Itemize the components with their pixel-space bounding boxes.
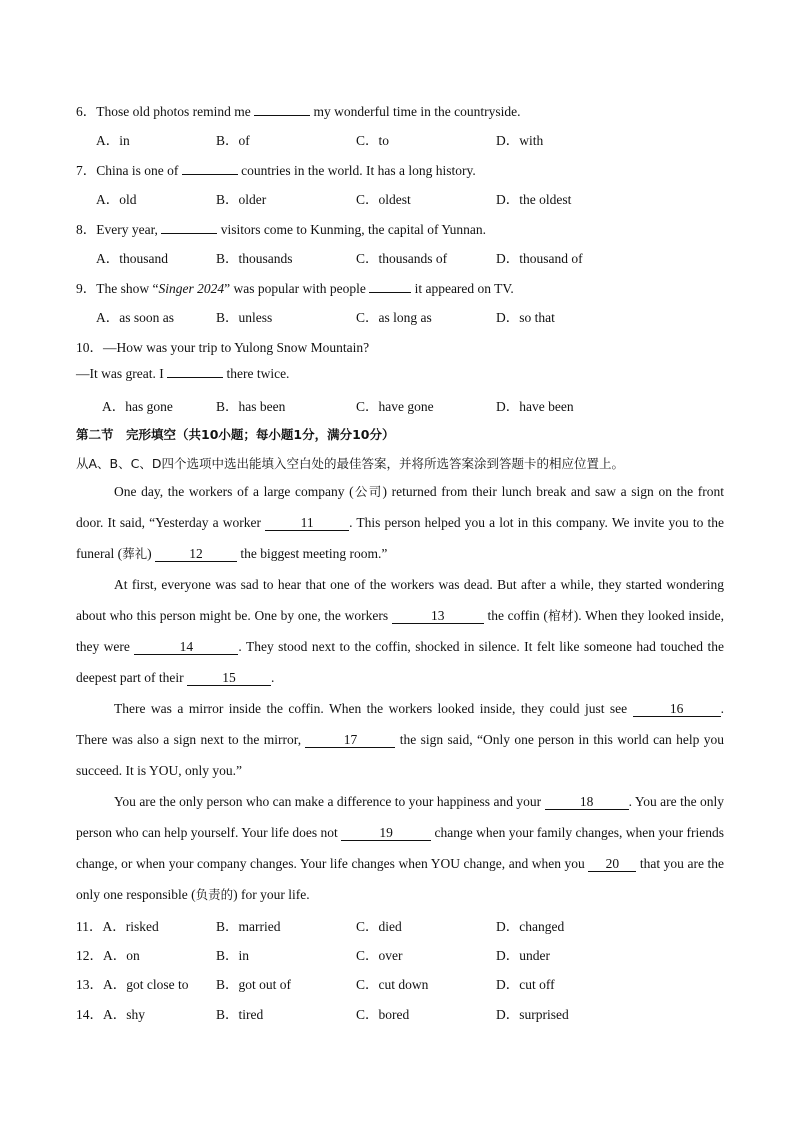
cloze-blank-12: 12: [155, 546, 237, 562]
paragraph-1: One day, the workers of a large company (公司) returned from their lunch break and saw a sign on the front door. It said, “Yesterday a worker 11 . This person helped you a lot in this company. We invite you to the funeral (葬礼) 12 the biggest meeting room.”: [76, 484, 724, 561]
cloze-blank-16: 16: [633, 701, 721, 717]
option-a: A．thousand: [96, 251, 168, 266]
option-d: D．the oldest: [496, 192, 572, 207]
cloze-blank-18: 18: [545, 794, 629, 810]
cloze-blank-17: 17: [305, 732, 395, 748]
cloze-12-options: 12．A．on: [76, 948, 140, 963]
option-c: C．oldest: [356, 192, 411, 207]
answer-blank: [369, 292, 411, 293]
answer-blank: [182, 174, 238, 175]
cloze-blank-13: 13: [392, 608, 484, 624]
answer-blank: [161, 233, 217, 234]
cloze-blank-19: 19: [341, 825, 431, 841]
paragraph-2: At first, everyone was sad to hear that one of the workers was dead. But after a while, they started wondering about who this person might be. One by one, the workers 13 the coffin (棺材). When they looked inside, they were 14 . They stood next to the coffin, shocked in silence. It felt like someone had touched the deepest part of their 15 .: [76, 577, 724, 685]
section-title: 第二节 完形填空（共10小题；每小题1分，满分10分）: [76, 427, 395, 442]
cloze-13-options: 13．A．got close to: [76, 977, 189, 992]
question-10-reply: —It was great. I there twice.: [76, 366, 290, 381]
option-a: A．as soon as: [96, 310, 174, 325]
option-b: B．tired: [216, 1007, 264, 1022]
cloze-14-options: 14．A．shy: [76, 1007, 146, 1022]
option-c: C．over: [356, 948, 403, 963]
answer-blank: [167, 377, 223, 378]
option-b: B．in: [216, 948, 250, 963]
option-c: C．cut down: [356, 977, 429, 992]
cloze-blank-15: 15: [187, 670, 271, 686]
option-d: D．so that: [496, 310, 555, 325]
answer-blank: [254, 115, 310, 116]
cloze-blank-20: 20: [588, 856, 636, 872]
option-b: B．older: [216, 192, 267, 207]
cloze-blank-11: 11: [265, 515, 349, 531]
question-9-stem: 9．The show “Singer 2024” was popular with people it appeared on TV.: [76, 281, 514, 296]
option-c: C．to: [356, 133, 390, 148]
option-a: A．in: [96, 133, 130, 148]
paragraph-3: There was a mirror inside the coffin. When the workers looked inside, they could just see 16 . There was also a sign next to the mirror, 17 the sign said, “Only one person in this world can help you succeed. It is YOU, only you.”: [76, 701, 724, 778]
option-a: A．has gone: [102, 399, 173, 414]
cloze-blank-14: 14: [134, 639, 238, 655]
option-c: C．as long as: [356, 310, 432, 325]
option-b: B．got out of: [216, 977, 292, 992]
option-d: D．have been: [496, 399, 574, 414]
option-d: D．thousand of: [496, 251, 583, 266]
option-c: C．died: [356, 919, 402, 934]
option-b: B．has been: [216, 399, 286, 414]
paragraph-4: You are the only person who can make a difference to your happiness and your 18 . You are the only person who can help yourself. Your life does not 19 change when your family changes, when your friends change, or when your company changes. Your life changes when YOU change, and when you 20 that you are the only one responsible (负责的) for your life.: [76, 794, 725, 902]
cloze-passage: [76, 476, 724, 910]
option-d: D．changed: [496, 919, 565, 934]
option-c: C．thousands of: [356, 251, 448, 266]
section-instruction: 从A、B、C、D四个选项中选出能填入空白处的最佳答案，并将所选答案涂到答题卡的相应位置上。: [76, 456, 624, 471]
option-b: B．of: [216, 133, 250, 148]
question-10-stem: 10．—How was your trip to Yulong Snow Mountain?: [76, 340, 370, 355]
option-b: B．unless: [216, 310, 273, 325]
option-d: D．surprised: [496, 1007, 569, 1022]
option-d: D．with: [496, 133, 544, 148]
option-c: C．have gone: [356, 399, 434, 414]
option-c: C．bored: [356, 1007, 410, 1022]
option-d: D．cut off: [496, 977, 555, 992]
question-6-stem: 6．Those old photos remind me my wonderful time in the countryside.: [76, 104, 521, 119]
option-b: B．married: [216, 919, 281, 934]
question-7-stem: 7．China is one of countries in the world. It has a long history.: [76, 163, 476, 178]
cloze-11-options: 11．A．risked: [76, 919, 159, 934]
option-a: A．old: [96, 192, 137, 207]
question-8-stem: 8．Every year, visitors come to Kunming, the capital of Yunnan.: [76, 222, 487, 237]
option-b: B．thousands: [216, 251, 293, 266]
option-d: D．under: [496, 948, 550, 963]
